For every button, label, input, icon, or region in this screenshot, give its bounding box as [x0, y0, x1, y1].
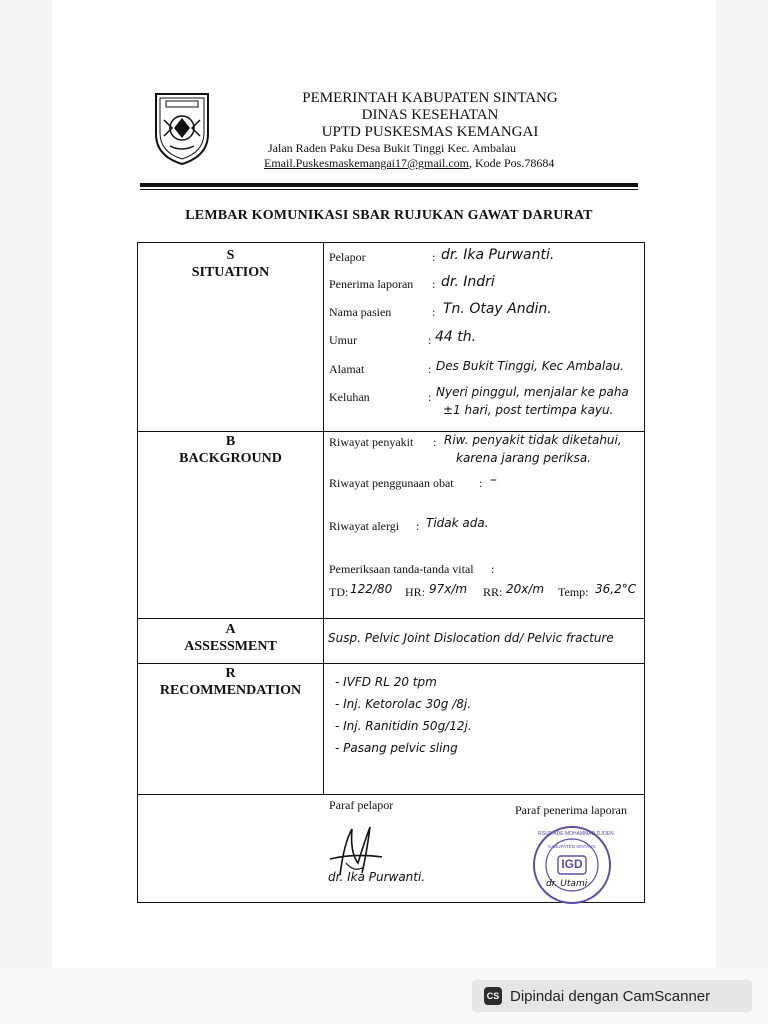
- letterhead: [230, 90, 630, 171]
- riwayat-alergi-value: Tidak ada.: [426, 516, 489, 530]
- vital-label: Pemeriksaan tanda-tanda vital: [329, 562, 474, 576]
- hr-value: 97x/m: [429, 582, 468, 596]
- stamp-sub: KABUPATEN SINTANG: [548, 844, 596, 849]
- section-name-background: BACKGROUND: [179, 451, 282, 466]
- section-recommendation: [138, 665, 323, 699]
- rr-label: RR:: [483, 585, 503, 599]
- rr-value: 20x/m: [506, 582, 545, 596]
- header-rule-thick: [140, 183, 638, 187]
- section-letter-a: A: [225, 622, 236, 637]
- keluhan-value-line-2: ±1 hari, post tertimpa kayu.: [443, 403, 614, 417]
- row-divider-r-paraf: [138, 794, 644, 795]
- row-divider-a-r: [138, 663, 644, 664]
- regency-crest-icon: [152, 90, 212, 166]
- colon: :: [428, 362, 432, 376]
- stamp-text: IGD: [561, 857, 583, 871]
- section-background: [138, 433, 323, 467]
- postal-code: , Kode Pos.78684: [469, 156, 555, 170]
- keluhan-label: Keluhan: [329, 390, 370, 404]
- section-situation: [138, 247, 323, 281]
- penerima-label: Penerima laporan: [329, 277, 414, 291]
- colon: :: [491, 562, 495, 576]
- stamp-ring-text: RSUD ADE MOHAMMAD DJOEN: [538, 831, 614, 837]
- alamat-value: Des Bukit Tinggi, Kec Ambalau.: [436, 359, 625, 373]
- riwayat-penyakit-value-line-2: karena jarang periksa.: [456, 451, 592, 465]
- keluhan-value-line-1: Nyeri pinggul, menjalar ke paha: [436, 385, 629, 399]
- riwayat-alergi-label: Riwayat alergi: [329, 519, 400, 533]
- umur-value: 44 th.: [435, 329, 477, 345]
- letterhead-address: Jalan Raden Paku Desa Bukit Tinggi Kec. Ambalau: [268, 141, 516, 155]
- section-name-assessment: ASSESSMENT: [184, 639, 277, 654]
- penerima-name: dr. Utami: [546, 879, 588, 889]
- hr-label: HR:: [405, 585, 426, 599]
- td-label: TD:: [329, 585, 349, 599]
- column-divider: [323, 243, 324, 794]
- section-assessment: [138, 621, 323, 655]
- colon: :: [428, 390, 432, 404]
- sbar-table: [137, 242, 645, 903]
- pelapor-value: dr. Ika Purwanti.: [441, 247, 555, 263]
- riwayat-penyakit-label: Riwayat penyakit: [329, 435, 414, 449]
- section-letter-b: B: [225, 434, 236, 449]
- camscanner-logo-icon: CS: [484, 987, 502, 1005]
- td-value: 122/80: [350, 582, 393, 596]
- nama-pasien-label: Nama pasien: [329, 305, 392, 319]
- colon: :: [428, 333, 432, 347]
- colon: :: [416, 519, 420, 533]
- row-divider-b-a: [138, 618, 644, 619]
- riwayat-obat-value: –: [490, 472, 497, 488]
- riwayat-obat-label: Riwayat penggunaan obat: [329, 476, 454, 490]
- letterhead-line-3: UPTD PUSKESMAS KEMANGAI: [321, 124, 539, 140]
- section-name-recommendation: RECOMMENDATION: [159, 683, 302, 698]
- temp-label: Temp:: [558, 585, 589, 599]
- camscanner-badge: [472, 980, 752, 1012]
- pelapor-name: dr. Ika Purwanti.: [328, 870, 426, 884]
- letterhead-contact: [230, 156, 630, 171]
- section-letter-r: R: [225, 666, 236, 681]
- email-link[interactable]: Email.Puskesmaskemangai17@gmail.com: [264, 156, 470, 170]
- recommendation-item-4: - Pasang pelvic sling: [335, 741, 458, 755]
- letterhead-line-1: PEMERINTAH KABUPATEN SINTANG: [302, 90, 558, 106]
- alamat-label: Alamat: [329, 362, 365, 376]
- penerima-value: dr. Indri: [441, 274, 495, 290]
- temp-value: 36,2°C: [595, 582, 637, 596]
- recommendation-item-2: - Inj. Ketorolac 30g /8j.: [335, 697, 472, 711]
- colon: :: [433, 435, 437, 449]
- paraf-pelapor-label: Paraf pelapor: [329, 798, 394, 812]
- row-divider-s-b: [138, 431, 644, 432]
- document-title: LEMBAR KOMUNIKASI SBAR RUJUKAN GAWAT DARURAT: [185, 208, 593, 223]
- camscanner-text: Dipindai dengan CamScanner: [510, 987, 711, 1005]
- colon: :: [432, 250, 436, 264]
- nama-pasien-value: Tn. Otay Andin.: [443, 301, 552, 317]
- riwayat-penyakit-value-line-1: Riw. penyakit tidak diketahui,: [444, 433, 622, 447]
- recommendation-item-1: - IVFD RL 20 tpm: [335, 675, 437, 689]
- paraf-penerima-label: Paraf penerima laporan: [515, 803, 627, 817]
- assessment-value: Susp. Pelvic Joint Dislocation dd/ Pelvic fracture: [328, 631, 614, 645]
- pelapor-label: Pelapor: [329, 250, 366, 264]
- section-letter-s: S: [226, 248, 235, 263]
- colon: :: [479, 476, 483, 490]
- letterhead-line-2: DINAS KESEHATAN: [361, 107, 499, 123]
- section-name-situation: SITUATION: [191, 265, 270, 280]
- umur-label: Umur: [329, 333, 357, 347]
- recommendation-item-3: - Inj. Ranitidin 50g/12j.: [335, 719, 472, 733]
- colon: :: [432, 305, 436, 319]
- header-rule-thin: [140, 189, 638, 190]
- colon: :: [432, 277, 436, 291]
